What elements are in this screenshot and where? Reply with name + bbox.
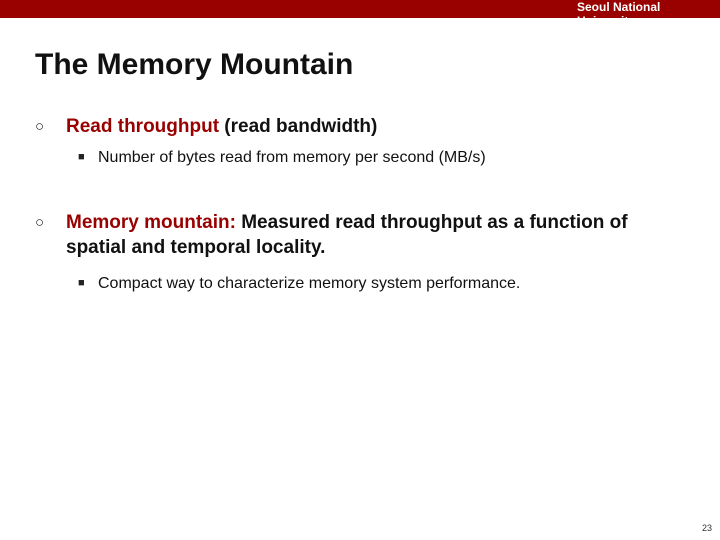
bullet-1-text <box>66 114 666 139</box>
square-bullet-icon: ■ <box>78 277 85 289</box>
header-bar <box>0 0 720 28</box>
hollow-circle-bullet-icon: ○ <box>35 214 45 231</box>
hollow-circle-bullet-icon: ○ <box>35 118 45 135</box>
bullet-2-text <box>66 210 666 260</box>
bullet-1-highlight: Read throughput <box>66 116 220 137</box>
page-number: 23 <box>701 523 712 533</box>
sub-bullet-1-text: Number of bytes read from memory per second (MB/s) <box>98 149 486 166</box>
university-name: Seoul National University <box>577 0 661 28</box>
square-bullet-icon: ■ <box>78 151 85 163</box>
bullet-2-rest: Measured read throughput as a function of spatial and temporal locality. <box>66 212 628 258</box>
slide-title: The Memory Mountain <box>35 48 354 81</box>
bullet-1-rest: (read bandwidth) <box>219 116 378 137</box>
bullet-2-highlight: Memory mountain: <box>66 212 236 233</box>
sub-bullet-2-text: Compact way to characterize memory system performance. <box>98 275 521 292</box>
